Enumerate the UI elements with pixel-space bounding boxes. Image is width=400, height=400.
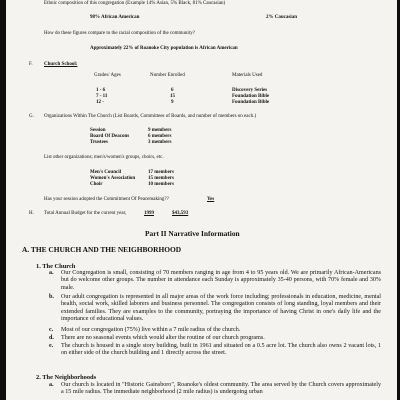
budget-year: 1999 — [144, 211, 154, 216]
church-school-header-grades: Grades/ Ages — [94, 73, 121, 78]
church-school-grade: 12 - — [96, 100, 104, 105]
ethnic-african-american: 98% African American — [90, 15, 140, 20]
section-h-letter: H. — [29, 211, 34, 216]
compare-answer: Approximately 22% of Roanoke City population is African American — [90, 46, 238, 51]
church-item-d: There are no seasonal events which would alter the routine of our church programs. — [61, 335, 265, 341]
other-org-count: 10 members — [148, 182, 174, 187]
ethnic-caucasian: 2% Caucasian — [266, 15, 297, 20]
item-letter: d. — [49, 335, 54, 341]
church-school-header-enrolled: Number Enrolled — [150, 73, 185, 78]
section-f-letter: F. — [29, 62, 33, 67]
item-letter: c. — [49, 327, 54, 333]
church-school-enrolled: 6 — [171, 88, 174, 93]
church-school-grade: 7 - 11 — [96, 94, 108, 99]
budget-amount: $43,593 — [172, 211, 189, 216]
org-count: 9 members — [148, 128, 172, 133]
document-page — [6, 0, 397, 400]
church-school-materials: Discovery Series — [232, 88, 268, 93]
church-item-c: Most of our congregation (75%) live within a 7 mile radius of the church. — [61, 327, 241, 333]
church-item-a: Our Congregation is small, consisting of 70 members ranging in age from 4 to 95 years old. We are primarily African-Americans but do welcome other groups. The number in attendance each Sunday is approximately 35-40 persons, with 70% female and 30% male. — [61, 270, 381, 291]
peacemaking-answer: Yes — [207, 197, 215, 202]
item-letter: e. — [49, 343, 54, 349]
church-school-header-materials: Materials Used — [232, 73, 263, 78]
neighborhoods-heading: 2. The Neighborhoods — [36, 374, 97, 381]
church-school-title: Church School: — [44, 62, 78, 67]
organizations-text: Organizations Within The Church (List Boards, Committees of Boards, and number of members on each.) — [44, 114, 257, 119]
other-org-name: Women's Association — [90, 176, 136, 181]
church-school-grade: 1 - 6 — [96, 88, 106, 93]
compare-question: How do these figures compare to the racial composition of the community? — [44, 31, 195, 36]
church-school-materials: Foundation Bible — [232, 100, 270, 105]
part2-title: Part II Narrative Information — [145, 229, 240, 238]
item-letter: a. — [49, 270, 54, 276]
church-item-e: The church is housed in a single story building, built in 1961 and situated on a 0.5 acre lot. The church also owns 2 vacant lots, 1 on either side of the church building and 1 directly across the street. — [61, 343, 381, 357]
church-school-enrolled: 9 — [171, 100, 174, 105]
other-organizations-text: List other organizations; men's/women's groups, choirs, etc. — [44, 155, 164, 160]
item-letter: a. — [49, 382, 54, 388]
ethnic-question: Ethnic composition of this congregation (Example 14% Asian, 5% Black, 81% Caucasian) — [44, 1, 226, 6]
section-a-heading: A. THE CHURCH AND THE NEIGHBORHOOD — [22, 245, 182, 254]
org-name: Session — [90, 128, 106, 133]
org-name: Board Of Deacons — [90, 134, 130, 139]
other-org-name: Choir — [90, 182, 103, 187]
org-count: 3 members — [148, 140, 172, 145]
org-count: 6 members — [148, 134, 172, 139]
other-org-name: Men's Council — [90, 170, 121, 175]
peacemaking-question: Has your session adopted the Commitment Of Peacemaking?? — [44, 197, 169, 202]
church-item-b: Our adult congregation is represented in all major areas of the work force including; professionals in education, medicine, mental health, social work, skilled laborers and business personnel. The congregation consists of long standing, loyal members and their extended families. They are examples to the community, portraying the importance of having Christ in one's daily life and the importance of educational values. — [61, 294, 381, 323]
other-org-count: 17 members — [148, 170, 174, 175]
church-school-enrolled: 15 — [170, 94, 175, 99]
church-school-materials: Foundation Bible — [232, 94, 270, 99]
org-name: Trustees — [90, 140, 108, 145]
item-letter: b. — [49, 294, 54, 300]
budget-text: Total Annual Budget for the current year, — [44, 211, 127, 216]
section-g-letter: G. — [29, 114, 34, 119]
other-org-count: 15 members — [148, 176, 174, 181]
church-heading: 1. The Church — [36, 263, 76, 270]
neighborhoods-item-a: Our church is located in "Historic Gainsboro", Roanoke's oldest community. The area served by the Church covers approximately a 15 mile radius. The immediate neighborhood (2 mile radius) is undergoing urban — [61, 382, 381, 396]
